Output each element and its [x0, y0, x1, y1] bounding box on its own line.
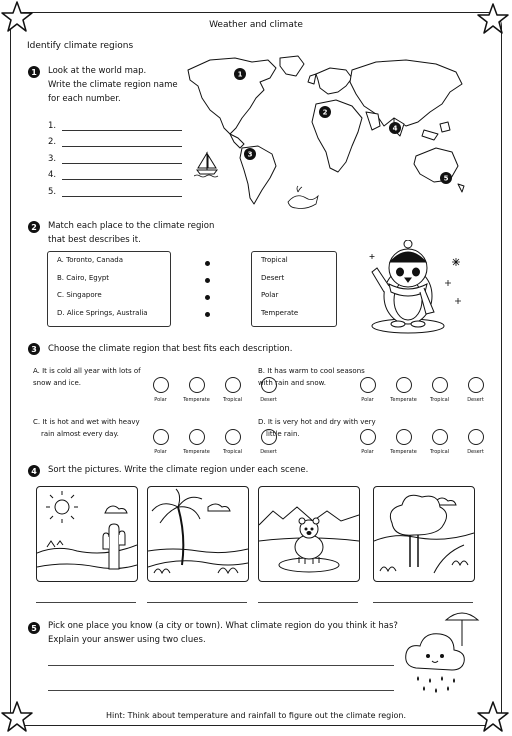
option-temperate[interactable] — [181, 429, 212, 455]
rain-cloud-illustration — [402, 606, 482, 696]
option-desert[interactable] — [460, 429, 491, 455]
option-tropical[interactable] — [217, 377, 248, 403]
region-item: Desert — [261, 273, 285, 282]
q1-line: for each number. — [48, 94, 121, 104]
option-label: Polar — [361, 449, 374, 455]
question-number-4: 4 — [28, 465, 40, 477]
option-label: Desert — [260, 397, 277, 403]
option-label: Desert — [467, 449, 484, 455]
star-icon-top-right — [476, 2, 510, 36]
q3-item-line: B. It has warm to cool seasons — [258, 367, 365, 375]
option-temperate[interactable] — [181, 377, 212, 403]
answer-line[interactable] — [62, 169, 182, 180]
places-box — [47, 251, 171, 327]
option-polar[interactable] — [145, 377, 176, 403]
writing-line[interactable] — [48, 665, 394, 666]
question-number-1: 1 — [28, 66, 40, 78]
option-circle[interactable] — [360, 377, 376, 393]
q3-item-a — [33, 365, 141, 389]
place-item: B. Cairo, Egypt — [57, 273, 110, 282]
q3-options-b — [352, 377, 491, 403]
map-marker-2: 2 — [322, 108, 328, 117]
q2-instructions — [48, 219, 214, 247]
option-temperate[interactable] — [388, 429, 419, 455]
option-polar[interactable] — [352, 429, 383, 455]
answer-line[interactable] — [62, 153, 182, 164]
option-polar[interactable] — [352, 377, 383, 403]
page-title: Weather and climate — [209, 20, 303, 30]
option-desert[interactable] — [460, 377, 491, 403]
scene-temperate[interactable] — [373, 486, 475, 582]
place-item: C. Singapore — [57, 291, 102, 299]
scene-tropical[interactable] — [147, 486, 249, 582]
hint-text: Hint: Think about temperature and rainfall to figure out the climate region. — [106, 711, 406, 720]
option-polar[interactable] — [145, 429, 176, 455]
option-circle[interactable] — [225, 377, 241, 393]
q4-instructions: Sort the pictures. Write the climate region under each scene. — [48, 465, 309, 475]
q1-answer-lines — [48, 114, 182, 197]
region-item: Temperate — [261, 308, 299, 317]
option-label: Temperate — [390, 449, 417, 455]
scene-answer-line[interactable] — [36, 602, 136, 603]
region-item: Polar — [261, 291, 279, 299]
q3-instructions: Choose the climate region that best fits each description. — [48, 344, 293, 354]
option-tropical[interactable] — [424, 429, 455, 455]
option-label: Temperate — [390, 397, 417, 403]
question-number-2: 2 — [28, 221, 40, 233]
region-item: Tropical — [261, 256, 288, 264]
q3-item-b — [258, 365, 365, 389]
option-label: Polar — [361, 397, 374, 403]
page-subtitle: Identify climate regions — [27, 41, 134, 51]
writing-line[interactable] — [48, 690, 394, 691]
match-dot[interactable] — [205, 295, 210, 300]
q2-line: that best describes it. — [48, 235, 141, 245]
q3-item-c — [33, 416, 140, 440]
answer-line[interactable] — [62, 120, 182, 131]
scene-desert[interactable] — [36, 486, 138, 582]
scene-polar[interactable] — [258, 486, 360, 582]
polar-scene-drawing — [259, 487, 359, 581]
option-label: Desert — [260, 449, 277, 455]
map-marker-3: 3 — [247, 150, 253, 159]
option-tropical[interactable] — [424, 377, 455, 403]
regions-box — [251, 251, 337, 327]
q3-item-line: snow and ice. — [33, 379, 82, 387]
option-label: Desert — [467, 397, 484, 403]
q3-item-line: with rain and snow. — [258, 379, 326, 387]
option-circle[interactable] — [468, 429, 484, 445]
option-label: Tropical — [429, 449, 450, 455]
match-dot[interactable] — [205, 261, 210, 266]
option-temperate[interactable] — [388, 377, 419, 403]
map-marker-4: 4 — [392, 124, 398, 133]
option-label: Temperate — [183, 449, 210, 455]
option-circle[interactable] — [432, 429, 448, 445]
world-map — [180, 52, 480, 212]
option-circle[interactable] — [189, 377, 205, 393]
penguin-illustration — [360, 240, 470, 336]
question-number-3: 3 — [28, 343, 40, 355]
q5-line: Explain your answer using two clues. — [48, 635, 206, 645]
answer-label: 1. — [48, 120, 57, 131]
option-label: Tropical — [222, 397, 243, 403]
place-item: A. Toronto, Canada — [57, 256, 124, 264]
option-circle[interactable] — [153, 377, 169, 393]
option-label: Temperate — [183, 397, 210, 403]
q2-line: Match each place to the climate region — [48, 221, 215, 231]
option-label: Tropical — [429, 397, 450, 403]
place-item: D. Alice Springs, Australia — [57, 308, 148, 317]
q1-instructions — [48, 64, 178, 106]
option-circle[interactable] — [360, 429, 376, 445]
answer-label: 5. — [48, 186, 57, 197]
q3-options-d — [352, 429, 491, 455]
match-dot[interactable] — [205, 278, 210, 283]
match-dot[interactable] — [205, 312, 210, 317]
temperate-scene-drawing — [374, 487, 474, 581]
scene-answer-line[interactable] — [147, 602, 247, 603]
q1-line: Look at the world map. — [48, 66, 147, 76]
option-tropical[interactable] — [217, 429, 248, 455]
option-circle[interactable] — [153, 429, 169, 445]
q3-item-line: C. It is hot and wet with heavy — [33, 418, 140, 426]
answer-label: 2. — [48, 137, 57, 147]
answer-line[interactable] — [62, 186, 182, 197]
answer-line[interactable] — [62, 136, 182, 147]
q3-item-line: D. It is very hot and dry with very — [258, 418, 376, 426]
question-number-5: 5 — [28, 622, 40, 634]
q5-line: Pick one place you know (a city or town). What climate region do you think it has? — [48, 621, 398, 631]
option-label: Polar — [154, 397, 167, 403]
scene-answer-line[interactable] — [373, 602, 473, 603]
option-circle[interactable] — [468, 377, 484, 393]
option-circle[interactable] — [396, 429, 412, 445]
tropical-scene-drawing — [148, 487, 248, 581]
option-label: Polar — [154, 449, 167, 455]
option-label: Tropical — [222, 449, 243, 455]
map-marker-1: 1 — [237, 70, 243, 79]
option-circle[interactable] — [189, 429, 205, 445]
scene-answer-line[interactable] — [258, 602, 358, 603]
q3-item-line: A. It is cold all year with lots of — [33, 367, 141, 375]
q3-item-line: rain almost every day. — [41, 430, 119, 438]
desert-scene-drawing — [37, 487, 137, 581]
option-circle[interactable] — [432, 377, 448, 393]
answer-label: 4. — [48, 170, 57, 180]
option-circle[interactable] — [225, 429, 241, 445]
option-circle[interactable] — [396, 377, 412, 393]
q3-item-line: little rain. — [266, 430, 300, 438]
q5-instructions — [48, 619, 398, 647]
answer-label: 3. — [48, 153, 57, 164]
q1-line: Write the climate region name — [48, 80, 178, 90]
map-marker-5: 5 — [443, 174, 449, 183]
